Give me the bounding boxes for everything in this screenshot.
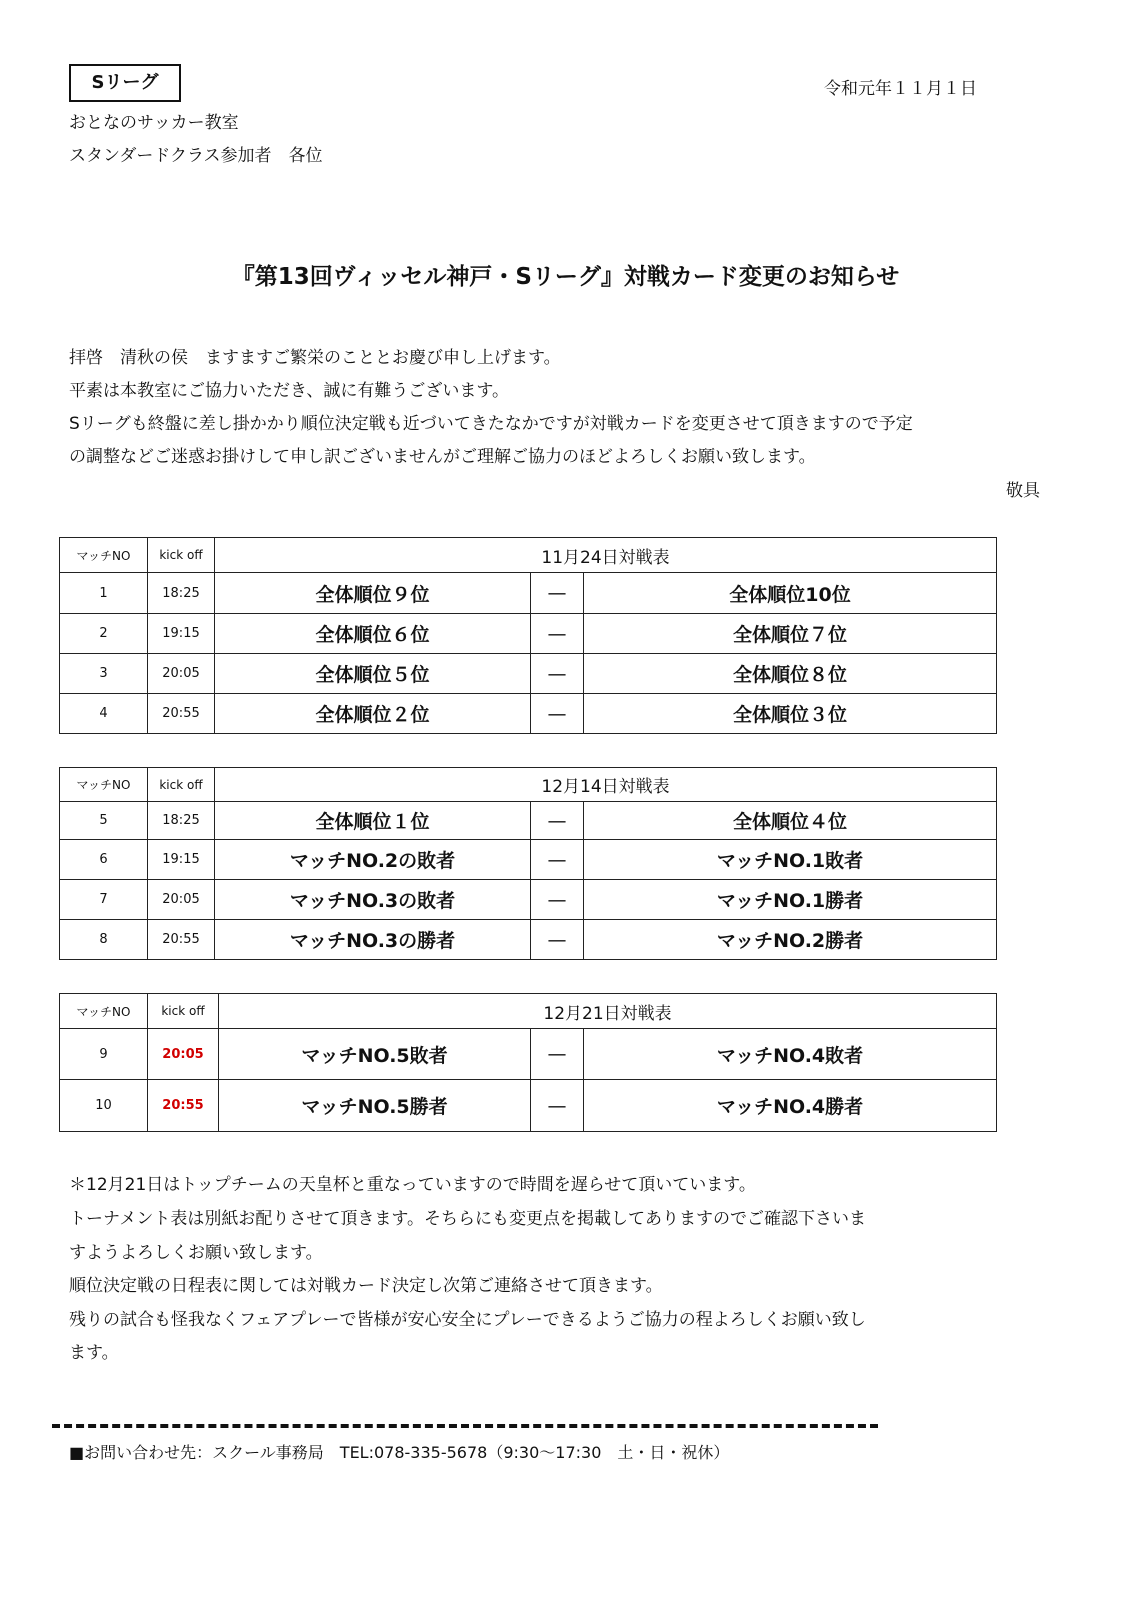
col-header-match-no: マッチNO <box>60 538 148 573</box>
home-team: 全体順位５位 <box>215 654 531 694</box>
note-line-1: ＊12月21日はトップチームの天皇杯と重なっていますので時間を遅らせて頂いています。 <box>69 1175 756 1195</box>
table-row <box>60 614 997 654</box>
recipients: スタンダードクラス参加者 各位 <box>69 146 323 166</box>
home-team: マッチNO.2の敗者 <box>215 840 531 880</box>
schedule-table-dec14 <box>59 767 997 960</box>
away-team: 全体順位４位 <box>584 802 997 840</box>
kickoff-time: 18:25 <box>148 573 215 614</box>
away-team: マッチNO.1勝者 <box>584 880 997 920</box>
home-team: 全体順位６位 <box>215 614 531 654</box>
kickoff-time: 20:05 <box>148 880 215 920</box>
kickoff-time: 20:55 <box>148 694 215 734</box>
home-team: 全体順位９位 <box>215 573 531 614</box>
home-team: マッチNO.3の敗者 <box>215 880 531 920</box>
col-header-kickoff: kick off <box>148 768 215 802</box>
kickoff-time: 19:15 <box>148 840 215 880</box>
home-team: マッチNO.3の勝者 <box>215 920 531 960</box>
match-no: 3 <box>60 654 148 694</box>
away-team: マッチNO.1敗者 <box>584 840 997 880</box>
kickoff-time: 20:05 <box>148 654 215 694</box>
table-row <box>60 840 997 880</box>
table-row <box>60 694 997 734</box>
note-line-6: ます。 <box>69 1343 119 1363</box>
dashed-separator <box>52 1424 878 1428</box>
versus-dash: — <box>531 1080 584 1132</box>
match-no: 6 <box>60 840 148 880</box>
kickoff-time-changed: 20:55 <box>148 1080 219 1132</box>
away-team: 全体順位３位 <box>584 694 997 734</box>
note-line-4: 順位決定戦の日程表に関しては対戦カード決定し次第ご連絡させて頂きます。 <box>69 1276 663 1296</box>
kickoff-time: 19:15 <box>148 614 215 654</box>
home-team: マッチNO.5勝者 <box>219 1080 531 1132</box>
away-team: 全体順位10位 <box>584 573 997 614</box>
match-no: 9 <box>60 1029 148 1080</box>
col-header-kickoff: kick off <box>148 994 219 1029</box>
document-title: 『第13回ヴィッセル神戸・Sリーグ』対戦カード変更のお知らせ <box>231 264 900 290</box>
intro-line-3: Sリーグも終盤に差し掛かかり順位決定戦も近づいてきたなかですが対戦カードを変更させて頂きますので予定 <box>69 414 913 434</box>
away-team: マッチNO.4勝者 <box>584 1080 997 1132</box>
col-header-match-no: マッチNO <box>60 768 148 802</box>
contact-info: ■お問い合わせ先：スクール事務局 TEL:078-335-5678（9:30～17:30 土・日・祝休） <box>69 1443 730 1462</box>
away-team: 全体順位７位 <box>584 614 997 654</box>
league-label-box: Sリーグ <box>69 64 181 102</box>
col-header-match-no: マッチNO <box>60 994 148 1029</box>
closing-word: 敬具 <box>1006 481 1040 501</box>
away-team: マッチNO.2勝者 <box>584 920 997 960</box>
match-no: 1 <box>60 573 148 614</box>
home-team: マッチNO.5敗者 <box>219 1029 531 1080</box>
versus-dash: — <box>531 614 584 654</box>
schedule-table-nov24 <box>59 537 997 734</box>
home-team: 全体順位２位 <box>215 694 531 734</box>
versus-dash: — <box>531 694 584 734</box>
home-team: 全体順位１位 <box>215 802 531 840</box>
versus-dash: — <box>531 654 584 694</box>
match-no: 2 <box>60 614 148 654</box>
match-no: 5 <box>60 802 148 840</box>
away-team: マッチNO.4敗者 <box>584 1029 997 1080</box>
versus-dash: — <box>531 880 584 920</box>
table-row <box>60 573 997 614</box>
versus-dash: — <box>531 920 584 960</box>
note-line-3: すようよろしくお願い致します。 <box>69 1243 323 1263</box>
table-row <box>60 654 997 694</box>
table-date-title: 11月24日対戦表 <box>215 538 997 573</box>
organization-name: おとなのサッカー教室 <box>69 113 239 133</box>
kickoff-time: 18:25 <box>148 802 215 840</box>
issue-date: 令和元年１１月１日 <box>824 79 977 99</box>
note-line-5: 残りの試合も怪我なくフェアプレーで皆様が安心安全にプレーできるようご協力の程よろしくお願い致し <box>69 1310 866 1330</box>
table-row <box>60 802 997 840</box>
versus-dash: — <box>531 573 584 614</box>
match-no: 4 <box>60 694 148 734</box>
table-row <box>60 880 997 920</box>
kickoff-time: 20:55 <box>148 920 215 960</box>
note-line-2: トーナメント表は別紙お配りさせて頂きます。そちらにも変更点を掲載してありますのでご確認下さいま <box>69 1209 866 1229</box>
versus-dash: — <box>531 840 584 880</box>
intro-line-1: 拝啓 清秋の侯 ますますご繁栄のこととお慶び申し上げます。 <box>69 348 561 368</box>
table-date-title: 12月21日対戦表 <box>219 994 997 1029</box>
col-header-kickoff: kick off <box>148 538 215 573</box>
table-row <box>60 1080 997 1132</box>
intro-line-2: 平素は本教室にご協力いただき、誠に有難うございます。 <box>69 381 509 401</box>
table-row <box>60 920 997 960</box>
match-no: 8 <box>60 920 148 960</box>
table-row <box>60 1029 997 1080</box>
intro-line-4: の調整などご迷惑お掛けして申し訳ございませんがご理解ご協力のほどよろしくお願い致します。 <box>69 447 816 467</box>
table-date-title: 12月14日対戦表 <box>215 768 997 802</box>
versus-dash: — <box>531 1029 584 1080</box>
away-team: 全体順位８位 <box>584 654 997 694</box>
match-no: 10 <box>60 1080 148 1132</box>
schedule-table-dec21 <box>59 993 997 1132</box>
match-no: 7 <box>60 880 148 920</box>
kickoff-time-changed: 20:05 <box>148 1029 219 1080</box>
versus-dash: — <box>531 802 584 840</box>
